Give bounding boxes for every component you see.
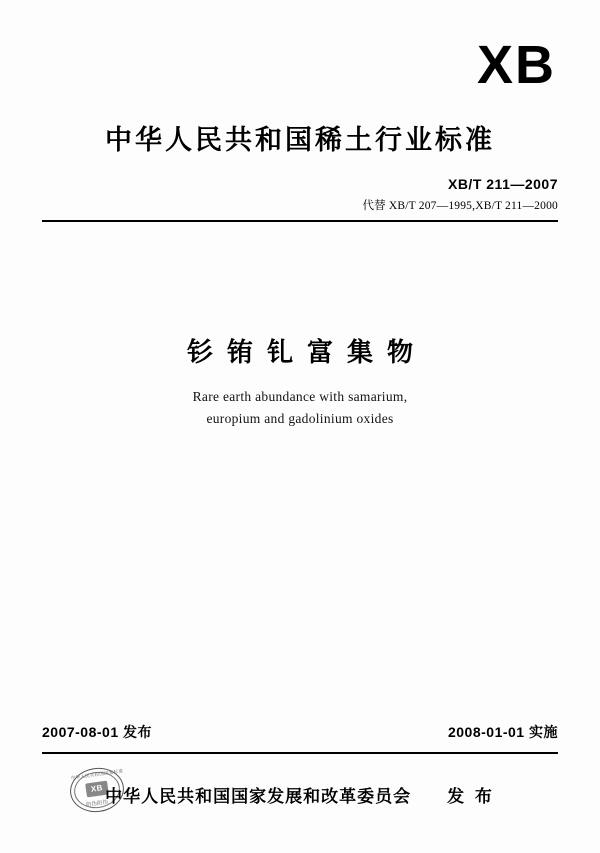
seal-bottom-text: 防伪防伪 bbox=[85, 799, 109, 809]
date-row bbox=[0, 722, 600, 742]
xb-logo: XB bbox=[476, 35, 556, 95]
standard-number: XB/T 211—2007 bbox=[447, 176, 558, 192]
issuer-row bbox=[0, 766, 600, 822]
footer-divider bbox=[42, 752, 558, 754]
document-title-en-line2: europium and gadolinium oxides bbox=[206, 411, 394, 426]
seal-core-text: XB bbox=[85, 781, 109, 798]
document-title-en bbox=[0, 386, 600, 430]
header-divider bbox=[42, 220, 558, 222]
issuer-name: 中华人民共和国国家发展和改革委员会 bbox=[105, 786, 412, 806]
seal-top-text: 中华人民共和国国家标准 bbox=[70, 768, 124, 781]
document-title-cn: 钐铕钆富集物 bbox=[186, 337, 427, 367]
issue-verb: 发 布 bbox=[447, 786, 495, 806]
standard-replaces-note: 代替 XB/T 207—1995,XB/T 211—2000 bbox=[362, 200, 558, 212]
document-title-en-line1: Rare earth abundance with samarium, bbox=[192, 389, 408, 404]
implement-date: 2008-01-01 实施 bbox=[447, 724, 558, 740]
standard-series-title: 中华人民共和国稀土行业标准 bbox=[105, 125, 495, 155]
issue-date: 2007-08-01 发布 bbox=[42, 724, 153, 740]
